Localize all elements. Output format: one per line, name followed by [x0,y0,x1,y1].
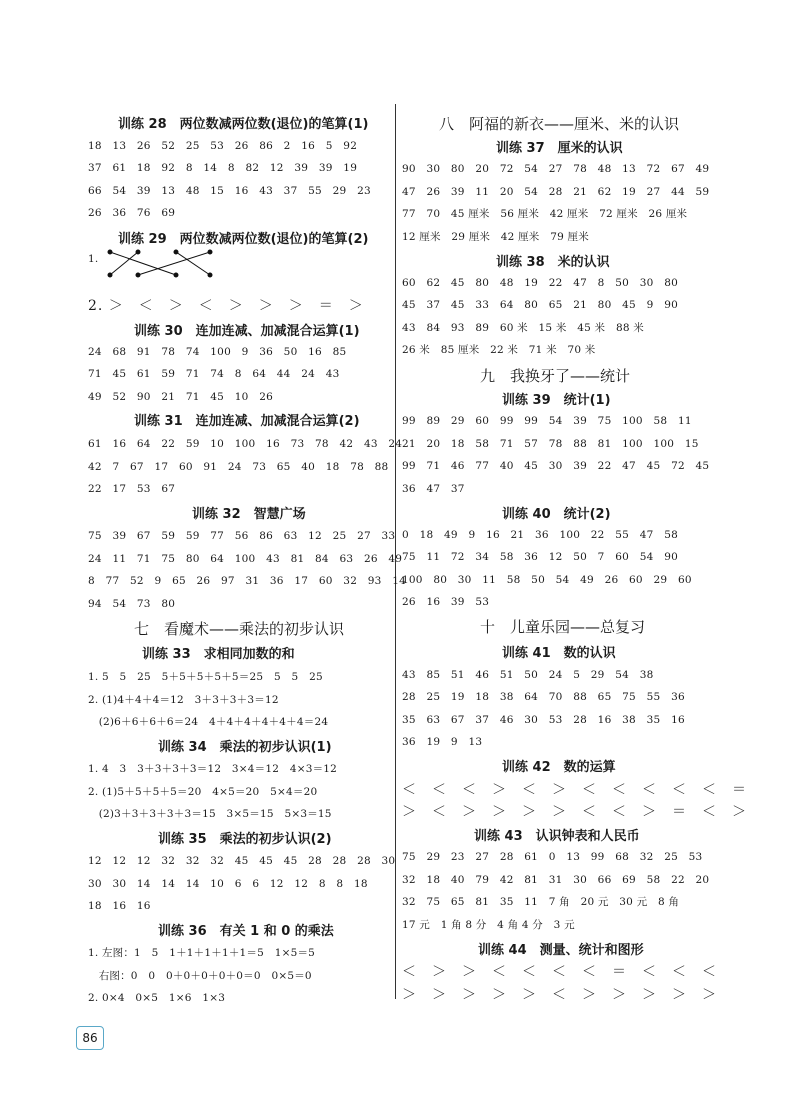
answer-line: 90 30 80 20 72 54 27 78 48 13 72 67 49 [402,163,710,175]
answer-line: 100 80 30 11 58 50 54 49 26 60 29 60 [402,574,692,586]
match-dot [108,250,112,254]
comparison-answers: 2. ＞ ＜ ＞ ＜ ＞ ＞ ＞ ＝ ＞ [88,298,364,314]
section-heading: 训练 32 智慧广场 [192,507,306,522]
section-heading: 训练 34 乘法的初步认识(1) [158,740,332,755]
answer-line: 75 39 67 59 59 77 56 86 63 12 25 27 33 [88,530,396,542]
comparison-answers: ＞ ＞ ＞ ＞ ＞ ＜ ＞ ＞ ＞ ＞ ＞ [402,987,717,1003]
answer-line: 77 70 45 厘米 56 厘米 42 厘米 72 厘米 26 厘米 [402,208,688,220]
match-dot [136,273,140,277]
answer-line: 22 17 53 67 [88,483,176,495]
match-line [110,252,138,275]
answer-line: 32 75 65 81 35 11 7 角 20 元 30 元 8 角 [402,896,680,908]
answer-line: 右图：0 0 0＋0＋0＋0＋0＝0 0×5＝0 [88,970,312,982]
section-heading: 训练 40 统计(2) [502,507,611,522]
answer-line: 28 25 19 18 38 64 70 88 65 75 55 36 [402,691,685,703]
answer-line: 61 16 64 22 59 10 100 16 73 78 42 43 24 [88,438,403,450]
section-heading: 训练 38 米的认识 [496,255,610,270]
comparison-answers: ＜ ＜ ＜ ＞ ＜ ＞ ＜ ＜ ＜ ＜ ＜ ＝ [402,782,747,798]
match-dot [208,273,212,277]
answer-line: 32 18 40 79 42 81 31 30 66 69 58 22 20 [402,874,710,886]
answer-line: 2. (1)4＋4＋4＝12 3＋3＋3＋3＝12 [88,694,279,706]
answer-line: 17 元 1 角 8 分 4 角 4 分 3 元 [402,919,575,931]
answer-line: 47 26 39 11 20 54 28 21 62 19 27 44 59 [402,186,710,198]
comparison-answers: ＞ ＜ ＞ ＞ ＞ ＞ ＜ ＜ ＞ ＝ ＜ ＞ [402,804,747,820]
answer-line: 49 52 90 21 71 45 10 26 [88,391,273,403]
answer-line: 26 16 39 53 [402,596,490,608]
answer-line: 24 11 71 75 80 64 100 43 81 84 63 26 49 [88,553,403,565]
answer-line: 18 13 26 52 25 53 26 86 2 16 5 92 [88,140,358,152]
answer-line: 1. 4 3 3＋3＋3＋3＝12 3×4＝12 4×3＝12 [88,763,338,775]
answer-line: 8 77 52 9 65 26 97 31 36 17 60 32 93 14 [88,575,406,587]
section-heading: 训练 29 两位数减两位数(退位)的笔算(2) [118,232,369,247]
answer-line: 36 19 9 13 [402,736,483,748]
answer-line: 1. 左图：1 5 1＋1＋1＋1＋1＝5 1×5＝5 [88,947,316,959]
page-number: 86 [76,1026,104,1050]
answer-line: 18 16 16 [88,900,151,912]
section-heading: 训练 37 厘米的认识 [496,141,623,156]
match-dot [174,250,178,254]
match-dot [136,250,140,254]
answer-line: 2. 0×4 0×5 1×6 1×3 [88,992,226,1004]
section-heading: 训练 31 连加连减、加减混合运算(2) [134,414,360,429]
answer-line: 43 84 93 89 60 米 15 米 45 米 88 米 [402,322,644,334]
chapter-title: 九 我换牙了——统计 [480,367,631,385]
answer-line: 75 29 23 27 28 61 0 13 99 68 32 25 53 [402,851,703,863]
answer-line: 0 18 49 9 16 21 36 100 22 55 47 58 [402,529,678,541]
answer-line: 30 30 14 14 14 10 6 6 12 12 8 8 18 [88,878,368,890]
answer-line: 1. 5 5 25 5＋5＋5＋5＋5＝25 5 5 25 [88,671,323,683]
section-heading: 训练 43 认识钟表和人民币 [474,829,640,844]
answer-line: 99 89 29 60 99 99 54 39 75 100 58 11 [402,415,692,427]
section-heading: 训练 33 求相同加数的和 [142,647,295,662]
answer-line: 71 45 61 59 71 74 8 64 44 24 43 [88,368,340,380]
section-heading: 训练 36 有关 1 和 0 的乘法 [158,924,334,939]
section-heading: 训练 42 数的运算 [502,760,616,775]
section-heading: 训练 44 测量、统计和图形 [478,943,644,958]
answer-line: 24 68 91 78 74 100 9 36 50 16 85 [88,346,347,358]
answer-line: 26 米 85 厘米 22 米 71 米 70 米 [402,344,596,356]
match-dot [208,250,212,254]
answer-line: 12 厘米 29 厘米 42 厘米 79 厘米 [402,231,589,243]
answer-line: 43 85 51 46 51 50 24 5 29 54 38 [402,669,654,681]
section-heading: 训练 39 统计(1) [502,393,611,408]
section-heading: 训练 35 乘法的初步认识(2) [158,832,332,847]
answer-line: 66 54 39 13 48 15 16 43 37 55 29 23 [88,185,371,197]
answer-line: 26 36 76 69 [88,207,176,219]
match-line [110,252,176,275]
match-line [138,252,210,275]
answer-line: 37 61 18 92 8 14 8 82 12 39 39 19 [88,162,358,174]
match-dot [174,273,178,277]
answer-line: 12 12 12 32 32 32 45 45 45 28 28 28 30 [88,855,396,867]
answer-line: 36 47 37 [402,483,465,495]
answer-line: 99 71 46 77 40 45 30 39 22 47 45 72 45 [402,460,710,472]
answer-line: (2)6＋6＋6＋6＝24 4＋4＋4＋4＋4＋4＝24 [88,716,329,728]
match-line [176,252,210,275]
answer-line: 21 20 18 58 71 57 78 88 81 100 100 15 [402,438,699,450]
answer-line: 60 62 45 80 48 19 22 47 8 50 30 80 [402,277,678,289]
answer-line: 42 7 67 17 60 91 24 73 65 40 18 78 88 [88,461,389,473]
comparison-answers: ＜ ＞ ＞ ＜ ＜ ＜ ＜ ＝ ＜ ＜ ＜ [402,964,717,980]
answer-line: 45 37 45 33 64 80 65 21 80 45 9 90 [402,299,678,311]
answer-line: (2)3＋3＋3＋3＋3＝15 3×5＝15 5×3＝15 [88,808,332,820]
match-dot [108,273,112,277]
section-heading: 训练 41 数的认识 [502,646,616,661]
answer-line: 94 54 73 80 [88,598,176,610]
chapter-title: 七 看魔术——乘法的初步认识 [134,620,345,638]
answer-line: 1. [88,253,99,265]
section-heading: 训练 30 连加连减、加减混合运算(1) [134,324,360,339]
chapter-title: 八 阿福的新衣——厘米、米的认识 [439,115,680,133]
matching-lines-diagram [88,248,228,278]
answer-line: 75 11 72 34 58 36 12 50 7 60 54 90 [402,551,678,563]
answer-line: 35 63 67 37 46 30 53 28 16 38 35 16 [402,714,685,726]
answer-line: 2. (1)5＋5＋5＋5＝20 4×5＝20 5×4＝20 [88,786,318,798]
chapter-title: 十 儿童乐园——总复习 [480,618,646,636]
section-heading: 训练 28 两位数减两位数(退位)的笔算(1) [118,117,369,132]
